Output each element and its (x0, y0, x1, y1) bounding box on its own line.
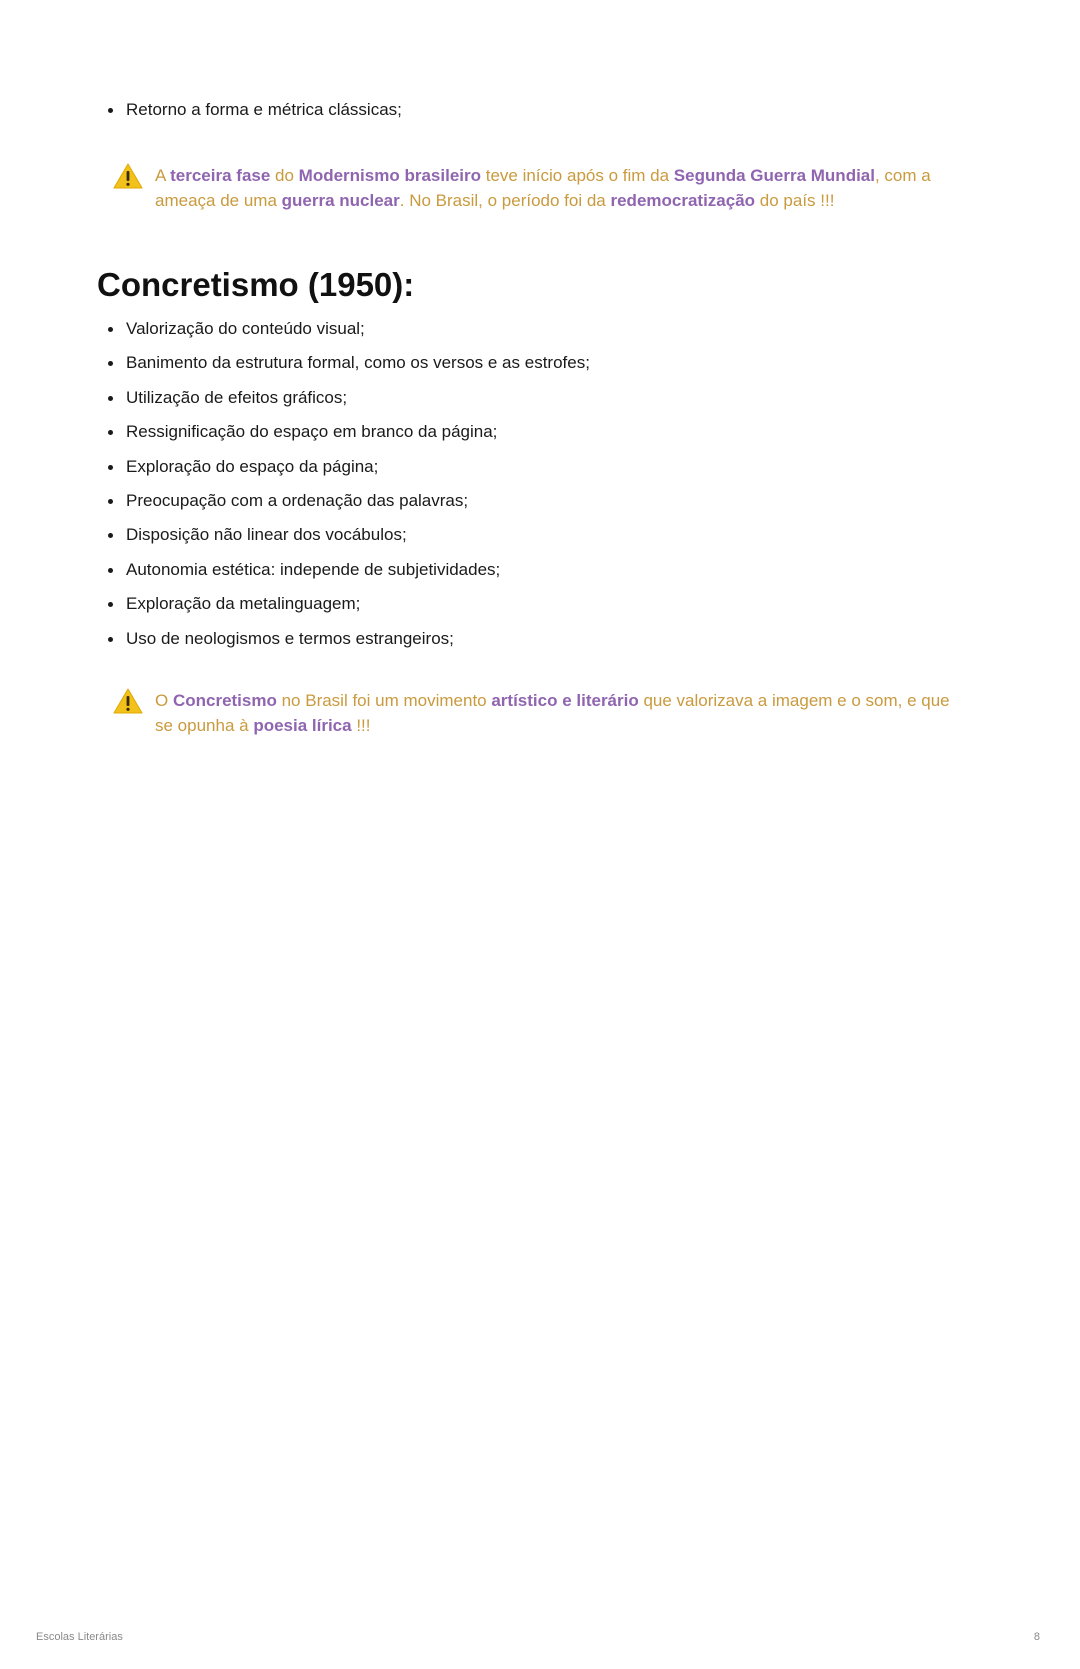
highlighted-term: redemocratização (610, 191, 756, 210)
concretismo-bullet-list (104, 319, 590, 663)
callout-text-span: !!! (351, 716, 371, 735)
list-item: Uso de neologismos e termos estrangeiros; (104, 629, 590, 649)
warning-icon (113, 688, 143, 714)
list-item: Exploração da metalinguagem; (104, 594, 590, 614)
callout-text-span: do (270, 166, 299, 185)
warning-icon (113, 163, 143, 189)
highlighted-term: artístico e literário (491, 691, 639, 710)
intro-bullet-list (104, 100, 402, 120)
page-footer (0, 1609, 1080, 1669)
callout-text-span: A (155, 166, 171, 185)
list-item: Autonomia estética: independe de subjetividades; (104, 560, 590, 580)
list-item: Disposição não linear dos vocábulos; (104, 525, 590, 545)
callout-text-span: no Brasil foi um movimento (276, 691, 492, 710)
callout-text-span: , com a ameaça de uma (155, 166, 931, 210)
callout-text (155, 688, 963, 738)
list-item: Valorização do conteúdo visual; (104, 319, 590, 339)
highlighted-term: Segunda Guerra Mundial (673, 166, 875, 185)
callout-text-span: teve início após o fim da (481, 166, 674, 185)
footer-document-title: Escolas Literárias (36, 1631, 123, 1643)
callout-text (155, 163, 963, 213)
callout-text-span: . No Brasil, o período foi da (399, 191, 611, 210)
highlighted-term: guerra nuclear (281, 191, 400, 210)
list-item: Preocupação com a ordenação das palavras; (104, 491, 590, 511)
list-item: Ressignificação do espaço em branco da página; (104, 422, 590, 442)
list-item: Banimento da estrutura formal, como os versos e as estrofes; (104, 353, 590, 373)
highlighted-term: Concretismo (172, 691, 277, 710)
list-item: Retorno a forma e métrica clássicas; (104, 100, 402, 120)
callout-text-span: do país !!! (755, 191, 835, 210)
callout-text-span: O (155, 691, 173, 710)
section-title: Concretismo (1950): (97, 266, 415, 303)
list-item: Exploração do espaço da página; (104, 457, 590, 477)
callout-text-span: que valorizava a imagem e o som, e que se opunha à (155, 691, 950, 735)
highlighted-term: terceira fase (170, 166, 271, 185)
list-item: Utilização de efeitos gráficos; (104, 388, 590, 408)
highlighted-term: Modernismo brasileiro (298, 166, 481, 185)
highlighted-term: poesia lírica (253, 716, 352, 735)
footer-page-number: 8 (1033, 1631, 1040, 1643)
